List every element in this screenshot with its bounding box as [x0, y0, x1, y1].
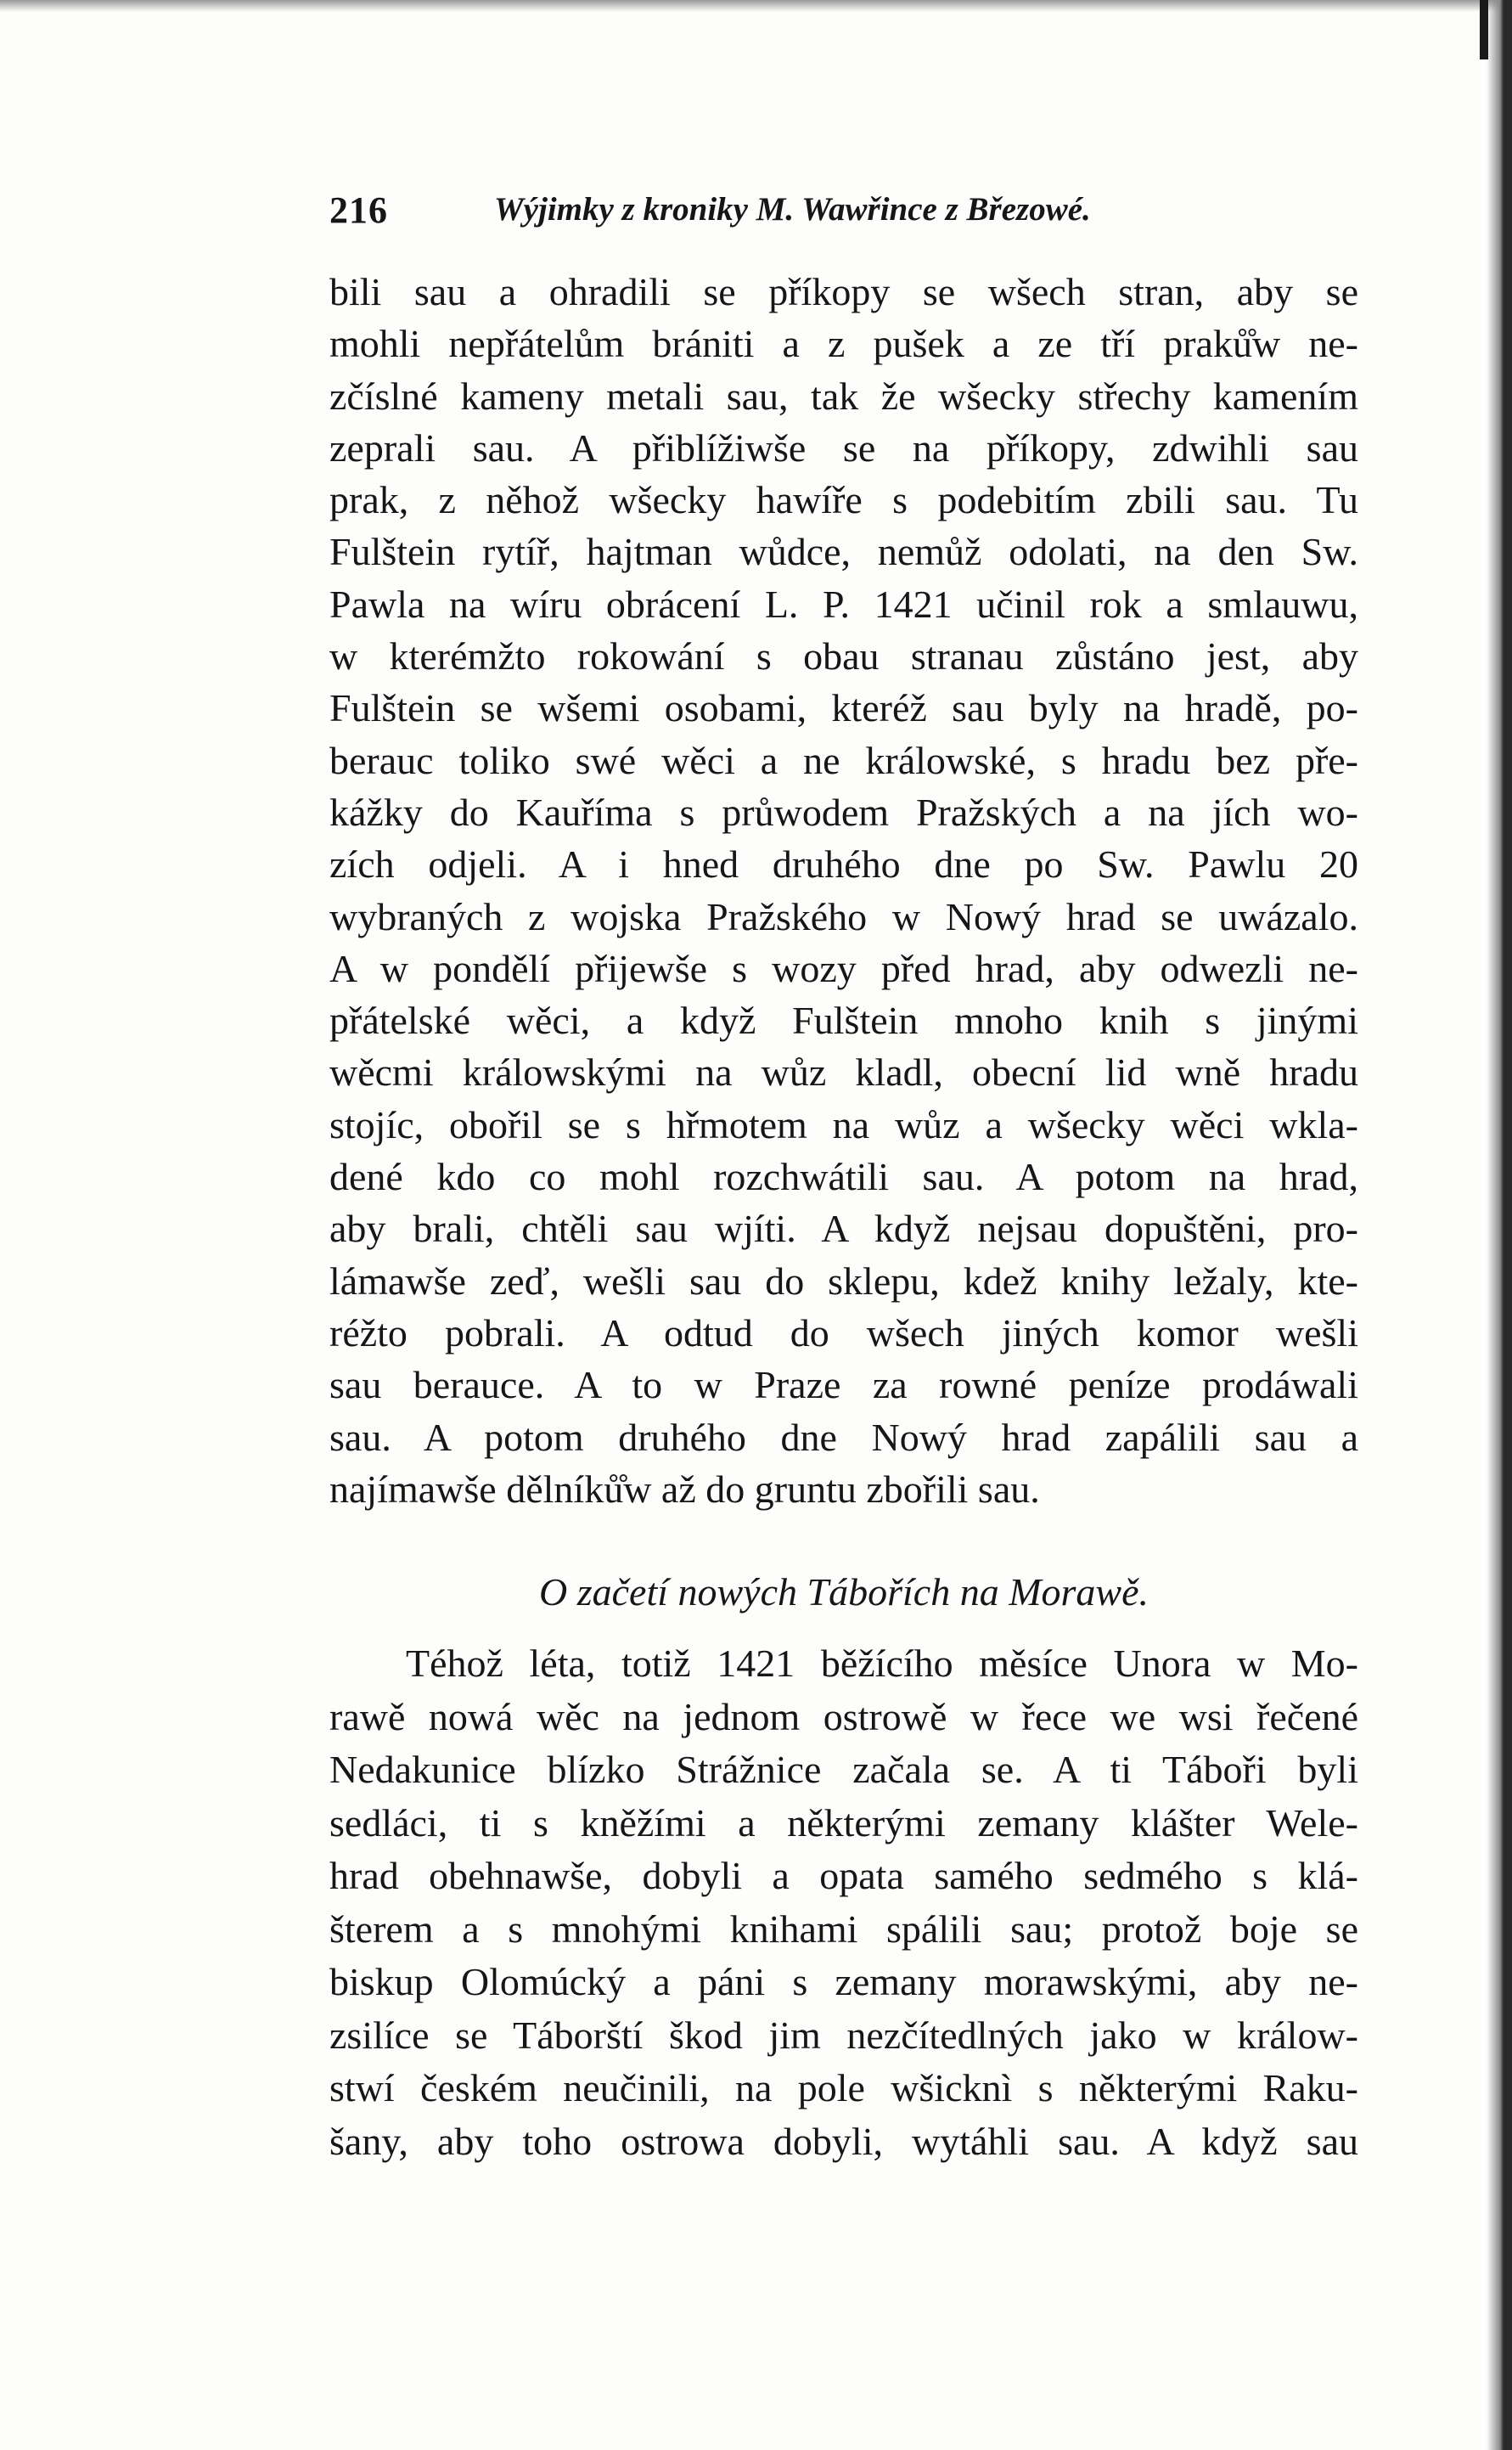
text-line: sau berauce. A to w Praze za rowné peníze prodáwali [329, 1363, 1358, 1407]
page-header [329, 189, 1357, 239]
text-line: dené kdo co mohl rozchwátili sau. A potom na hrad, [329, 1155, 1358, 1199]
text-line: sau. A potom druhého dne Nowý hrad zapálili sau a [329, 1415, 1358, 1459]
text-line: wěcmi králowskými na wůz kladl, obecní lid wně hradu [329, 1050, 1358, 1095]
running-head: Wýjimky z kroniky M. Wawřince z Březowé. [494, 191, 1091, 228]
section-heading: O začetí nowých Tábořích na Morawě. [538, 1570, 1149, 1614]
text-line: zích odjeli. A i hned druhého dne po Sw. Pawlu 20 [329, 842, 1358, 887]
text-line: prak, z něhož wšecky hawíře s podebitím zbili sau. Tu [329, 478, 1358, 522]
text-line: berauc toliko swé wěci a ne králowské, s hradu bez pře- [329, 738, 1358, 782]
scan-edge-top [0, 0, 1512, 12]
text-line: biskup Olomúcký a páni s zemany morawskými, aby ne- [329, 1960, 1358, 2003]
body-text-section-1 [329, 266, 1358, 1515]
text-line: šterem a s mnohými knihami spálili sau; protož boje se [329, 1906, 1358, 1951]
text-line: šany, aby toho ostrowa dobyli, wytáhli sau. A když sau [329, 2119, 1358, 2163]
text-line: lámawše zeď, wešli sau do sklepu, kdež knihy ležaly, kte- [329, 1259, 1358, 1303]
text-line: přátelské wěci, a když Fulštein mnoho knih s jinými [329, 999, 1358, 1043]
text-line: Nedakunice blízko Strážnice začala se. A ti Táboři byli [329, 1748, 1358, 1791]
body-text-section-2 [329, 1637, 1358, 2168]
text-line: stwí českém neučinili, na pole wšicknì s některými Raku- [329, 2066, 1358, 2109]
text-line: stojíc, obořil se s hřmotem na wůz a wšecky wěci wkla- [329, 1102, 1358, 1146]
text-line: bili sau a ohradili se příkopy se wšech stran, aby se [329, 270, 1358, 313]
text-line: zsilíce se Táborští škod jim nezčítedlných jako w králow- [329, 2013, 1358, 2057]
text-line: zeprali sau. A přiblížiwše se na příkopy, zdwihli sau [329, 425, 1358, 470]
scan-edge-right [1487, 0, 1512, 2450]
text-line: Pawla na wíru obrácení L. P. 1421 učinil rok a smlauwu, [329, 582, 1358, 626]
text-line: Fulštein rytíř, hajtman wůdce, nemůž odolati, na den Sw. [329, 530, 1358, 574]
text-line: wybraných z wojska Pražského w Nowý hrad se uwázalo. [329, 894, 1358, 938]
scan-edge-mark [1480, 0, 1488, 59]
text-line: hrad obehnawše, dobyli a opata samého sedmého s klá- [329, 1854, 1358, 1897]
text-line: aby brali, chtěli sau wjíti. A když nejsau dopuštěni, pro- [329, 1207, 1358, 1251]
text-line: Fulštein se wšemi osobami, kteréž sau byly na hradě, po- [329, 686, 1358, 730]
text-line: zčíslné kameny metali sau, tak že wšecky střechy kamením [329, 374, 1358, 418]
text-line: rawě nowá wěc na jednom ostrowě w řece we wsi řečené [329, 1694, 1358, 1738]
page-number: 216 [329, 189, 388, 231]
text-line: kážky do Kauříma s průwodem Pražských a na jích wo- [329, 790, 1358, 834]
text-line: w kterémžto rokowání s obau stranau zůstáno jest, aby [329, 634, 1358, 679]
text-line: A w pondělí přijewše s wozy před hrad, aby odwezli ne- [329, 946, 1358, 990]
text-line: réžto pobrali. A odtud do wšech jiných komor wešli [329, 1310, 1358, 1355]
text-line: mohli nepřátelům brániti a z pušek a ze tří praků̊w ne- [329, 322, 1358, 366]
text-line: najímawše dělníků̊w až do gruntu zbořili sau. [329, 1467, 1040, 1511]
text-line: sedláci, ti s kněžími a některými zemany klášter Wele- [329, 1800, 1358, 1845]
text-line: Téhož léta, totiž 1421 běžícího měsíce Unora w Mo- [406, 1642, 1358, 1685]
